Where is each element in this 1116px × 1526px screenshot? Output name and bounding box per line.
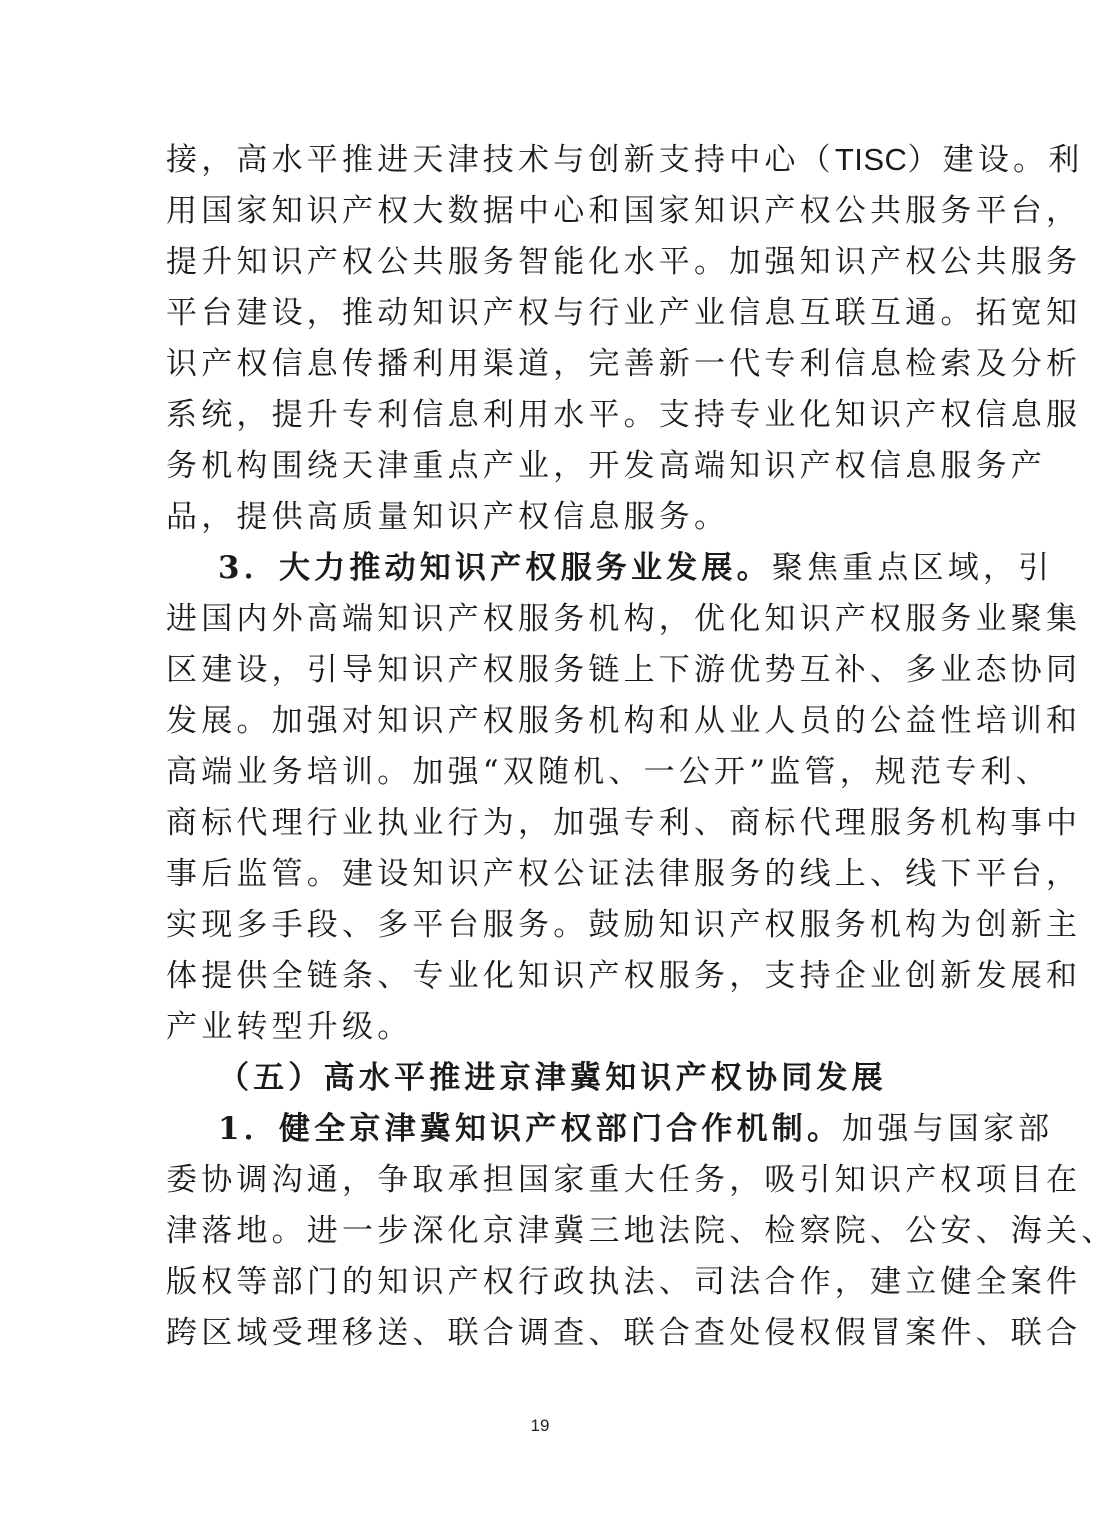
section-heading: （五）高水平推进京津冀知识产权协同发展 xyxy=(218,1060,887,1096)
text-line: 版权等部门的知识产权行政执法、司法合作，建立健全案件 xyxy=(166,1264,1082,1300)
text-line: 产业转型升级。 xyxy=(166,1009,413,1045)
text-line: 津落地。进一步深化京津冀三地法院、检察院、公安、海关、 xyxy=(166,1213,1116,1249)
text-line: 品，提供高质量知识产权信息服务。 xyxy=(166,499,730,535)
text-line: 体提供全链条、专业化知识产权服务，支持企业创新发展和 xyxy=(166,958,1082,994)
item-heading: 1．健全京津冀知识产权部门合作机制。 xyxy=(218,1111,843,1147)
text-line: 事后监管。建设知识产权公证法律服务的线上、线下平台， xyxy=(166,856,1082,892)
tisc-abbreviation: TISC xyxy=(834,142,908,177)
text-line: 系统，提升专利信息利用水平。支持专业化知识产权信息服 xyxy=(166,397,1082,433)
text-line: 发展。加强对知识产权服务机构和从业人员的公益性培训和 xyxy=(166,703,1082,739)
text-span: 聚焦重点区域，引 xyxy=(771,550,1054,586)
text-line: 用国家知识产权大数据中心和国家知识产权公共服务平台， xyxy=(166,193,1082,229)
text-line: 进国内外高端知识产权服务机构，优化知识产权服务业聚集 xyxy=(166,601,1082,637)
item-heading: 3．大力推动知识产权服务业发展。 xyxy=(218,550,772,586)
text-line xyxy=(166,134,1084,186)
text-span: ）建设。利 xyxy=(907,142,1084,178)
text-line: 跨区域受理移送、联合调查、联合查处侵权假冒案件、联合 xyxy=(166,1315,1082,1351)
page-number: 19 xyxy=(530,1416,550,1435)
text-line: 提升知识产权公共服务智能化水平。加强知识产权公共服务 xyxy=(166,244,1082,280)
text-line: 务机构围绕天津重点产业，开发高端知识产权信息服务产 xyxy=(166,448,1046,484)
text-line: 区建设，引导知识产权服务链上下游优势互补、多业态协同 xyxy=(166,652,1082,688)
text-line: 平台建设，推动知识产权与行业产业信息互联互通。拓宽知 xyxy=(166,295,1082,331)
text-line: 商标代理行业执业行为，加强专利、商标代理服务机构事中 xyxy=(166,805,1082,841)
text-line xyxy=(218,1103,1054,1155)
text-line: 委协调沟通，争取承担国家重大任务，吸引知识产权项目在 xyxy=(166,1162,1082,1198)
text-line: 识产权信息传播利用渠道，完善新一代专利信息检索及分析 xyxy=(166,346,1082,382)
text-line: 高端业务培训。加强“双随机、一公开”监管，规范专利、 xyxy=(166,754,1051,790)
text-line xyxy=(218,542,1054,594)
text-span: 接，高水平推进天津技术与创新支持中心（ xyxy=(166,142,835,178)
text-span: 加强与国家部 xyxy=(842,1111,1054,1147)
text-line: 实现多手段、多平台服务。鼓励知识产权服务机构为创新主 xyxy=(166,907,1082,943)
